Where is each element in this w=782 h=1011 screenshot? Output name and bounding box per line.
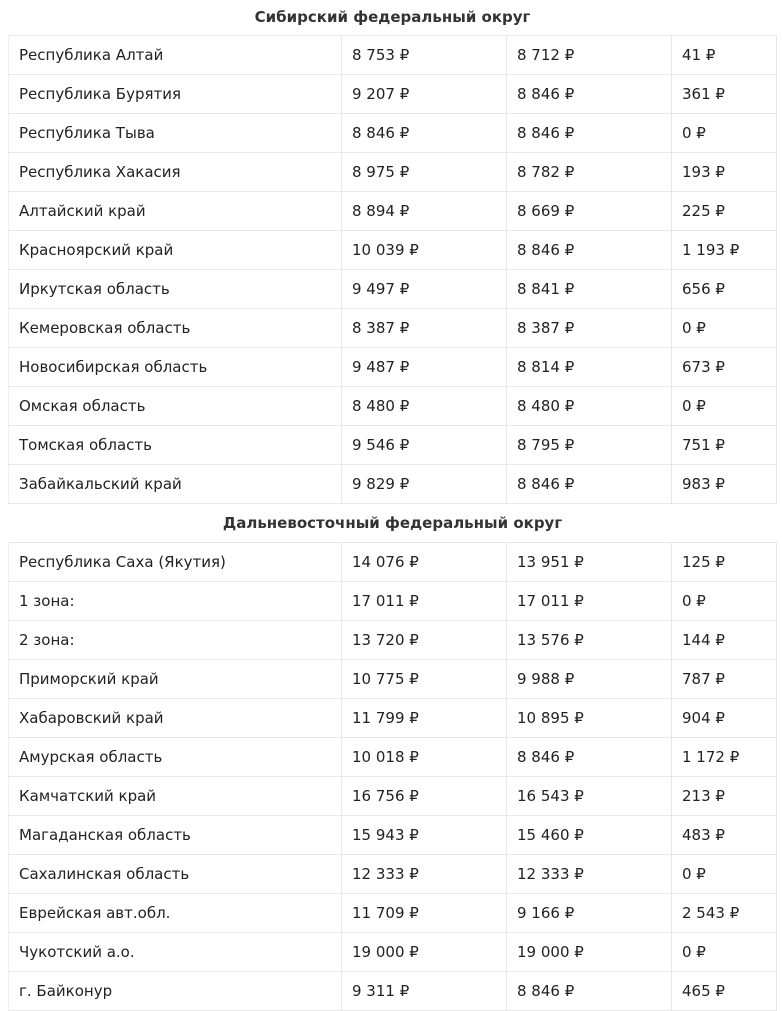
- value-col-1: 17 011 ₽: [342, 582, 507, 621]
- value-col-3: 904 ₽: [672, 699, 777, 738]
- table-row: [9, 270, 777, 309]
- value-col-1: 11 709 ₽: [342, 894, 507, 933]
- value-col-1: 11 799 ₽: [342, 699, 507, 738]
- value-col-1: 16 756 ₽: [342, 777, 507, 816]
- value-col-2: 9 988 ₽: [507, 660, 672, 699]
- value-col-3: 125 ₽: [672, 543, 777, 582]
- table-row: [9, 348, 777, 387]
- region-name: Омская область: [9, 387, 342, 426]
- value-col-3: 751 ₽: [672, 426, 777, 465]
- value-col-3: 0 ₽: [672, 387, 777, 426]
- table-row: [9, 621, 777, 660]
- value-col-2: 19 000 ₽: [507, 933, 672, 972]
- value-col-2: 17 011 ₽: [507, 582, 672, 621]
- table-row: [9, 192, 777, 231]
- table-row: [9, 153, 777, 192]
- value-col-1: 9 207 ₽: [342, 75, 507, 114]
- value-col-1: 19 000 ₽: [342, 933, 507, 972]
- value-col-2: 8 846 ₽: [507, 972, 672, 1011]
- value-col-2: 8 841 ₽: [507, 270, 672, 309]
- value-col-2: 8 846 ₽: [507, 114, 672, 153]
- value-col-2: 8 795 ₽: [507, 426, 672, 465]
- table-row: [9, 777, 777, 816]
- table-row: [9, 309, 777, 348]
- value-col-3: 0 ₽: [672, 582, 777, 621]
- value-col-2: 9 166 ₽: [507, 894, 672, 933]
- value-col-3: 225 ₽: [672, 192, 777, 231]
- value-col-3: 41 ₽: [672, 36, 777, 75]
- region-name: Томская область: [9, 426, 342, 465]
- table-row: [9, 387, 777, 426]
- table-row: [9, 933, 777, 972]
- table-row: [9, 816, 777, 855]
- value-col-1: 12 333 ₽: [342, 855, 507, 894]
- value-col-2: 8 846 ₽: [507, 231, 672, 270]
- value-col-1: 9 829 ₽: [342, 465, 507, 504]
- table-row: [9, 582, 777, 621]
- value-col-1: 10 775 ₽: [342, 660, 507, 699]
- table-row: [9, 699, 777, 738]
- table-body: [9, 0, 777, 1011]
- region-name: Республика Саха (Якутия): [9, 543, 342, 582]
- value-col-2: 8 846 ₽: [507, 738, 672, 777]
- value-col-2: 8 480 ₽: [507, 387, 672, 426]
- table-row: [9, 660, 777, 699]
- value-col-3: 0 ₽: [672, 114, 777, 153]
- value-col-3: 213 ₽: [672, 777, 777, 816]
- region-name: Приморский край: [9, 660, 342, 699]
- regional-minimum-table: [8, 0, 777, 1011]
- table-row: [9, 114, 777, 153]
- value-col-3: 983 ₽: [672, 465, 777, 504]
- value-col-3: 2 543 ₽: [672, 894, 777, 933]
- value-col-2: 12 333 ₽: [507, 855, 672, 894]
- region-name: Хабаровский край: [9, 699, 342, 738]
- table-row: [9, 36, 777, 75]
- section-header: [9, 504, 777, 543]
- value-col-2: 15 460 ₽: [507, 816, 672, 855]
- region-name: Еврейская авт.обл.: [9, 894, 342, 933]
- value-col-3: 0 ₽: [672, 309, 777, 348]
- table-row: [9, 543, 777, 582]
- value-col-1: 9 487 ₽: [342, 348, 507, 387]
- value-col-1: 8 894 ₽: [342, 192, 507, 231]
- table-row: [9, 465, 777, 504]
- value-col-1: 9 546 ₽: [342, 426, 507, 465]
- value-col-1: 8 387 ₽: [342, 309, 507, 348]
- region-name: Республика Хакасия: [9, 153, 342, 192]
- section-header: [9, 0, 777, 36]
- region-name: г. Байконур: [9, 972, 342, 1011]
- value-col-2: 8 669 ₽: [507, 192, 672, 231]
- region-name: Чукотский а.о.: [9, 933, 342, 972]
- value-col-2: 8 782 ₽: [507, 153, 672, 192]
- value-col-2: 8 712 ₽: [507, 36, 672, 75]
- value-col-1: 10 039 ₽: [342, 231, 507, 270]
- region-name: Кемеровская область: [9, 309, 342, 348]
- value-col-1: 8 975 ₽: [342, 153, 507, 192]
- section-title: Дальневосточный федеральный округ: [9, 504, 777, 543]
- value-col-1: 8 480 ₽: [342, 387, 507, 426]
- value-col-3: 673 ₽: [672, 348, 777, 387]
- region-name: Иркутская область: [9, 270, 342, 309]
- table-row: [9, 894, 777, 933]
- region-name: Красноярский край: [9, 231, 342, 270]
- value-col-1: 9 311 ₽: [342, 972, 507, 1011]
- value-col-2: 8 846 ₽: [507, 465, 672, 504]
- value-col-3: 1 172 ₽: [672, 738, 777, 777]
- table-row: [9, 855, 777, 894]
- value-col-3: 465 ₽: [672, 972, 777, 1011]
- value-col-1: 8 846 ₽: [342, 114, 507, 153]
- value-col-3: 1 193 ₽: [672, 231, 777, 270]
- value-col-2: 16 543 ₽: [507, 777, 672, 816]
- value-col-1: 9 497 ₽: [342, 270, 507, 309]
- table-row: [9, 426, 777, 465]
- section-title: Сибирский федеральный округ: [9, 0, 777, 36]
- table-row: [9, 738, 777, 777]
- region-name: Магаданская область: [9, 816, 342, 855]
- table-row: [9, 972, 777, 1011]
- value-col-1: 13 720 ₽: [342, 621, 507, 660]
- value-col-2: 8 846 ₽: [507, 75, 672, 114]
- region-name: Республика Алтай: [9, 36, 342, 75]
- region-name: Амурская область: [9, 738, 342, 777]
- value-col-2: 8 814 ₽: [507, 348, 672, 387]
- region-name: 1 зона:: [9, 582, 342, 621]
- value-col-2: 13 951 ₽: [507, 543, 672, 582]
- region-name: Республика Бурятия: [9, 75, 342, 114]
- value-col-1: 10 018 ₽: [342, 738, 507, 777]
- region-name: Новосибирская область: [9, 348, 342, 387]
- value-col-2: 13 576 ₽: [507, 621, 672, 660]
- value-col-2: 8 387 ₽: [507, 309, 672, 348]
- value-col-1: 15 943 ₽: [342, 816, 507, 855]
- value-col-3: 787 ₽: [672, 660, 777, 699]
- region-name: 2 зона:: [9, 621, 342, 660]
- value-col-3: 483 ₽: [672, 816, 777, 855]
- value-col-1: 14 076 ₽: [342, 543, 507, 582]
- region-name: Камчатский край: [9, 777, 342, 816]
- table-row: [9, 231, 777, 270]
- value-col-1: 8 753 ₽: [342, 36, 507, 75]
- table-row: [9, 75, 777, 114]
- value-col-3: 361 ₽: [672, 75, 777, 114]
- region-name: Сахалинская область: [9, 855, 342, 894]
- region-name: Республика Тыва: [9, 114, 342, 153]
- value-col-3: 144 ₽: [672, 621, 777, 660]
- region-name: Забайкальский край: [9, 465, 342, 504]
- value-col-3: 193 ₽: [672, 153, 777, 192]
- value-col-2: 10 895 ₽: [507, 699, 672, 738]
- value-col-3: 0 ₽: [672, 933, 777, 972]
- value-col-3: 0 ₽: [672, 855, 777, 894]
- value-col-3: 656 ₽: [672, 270, 777, 309]
- region-name: Алтайский край: [9, 192, 342, 231]
